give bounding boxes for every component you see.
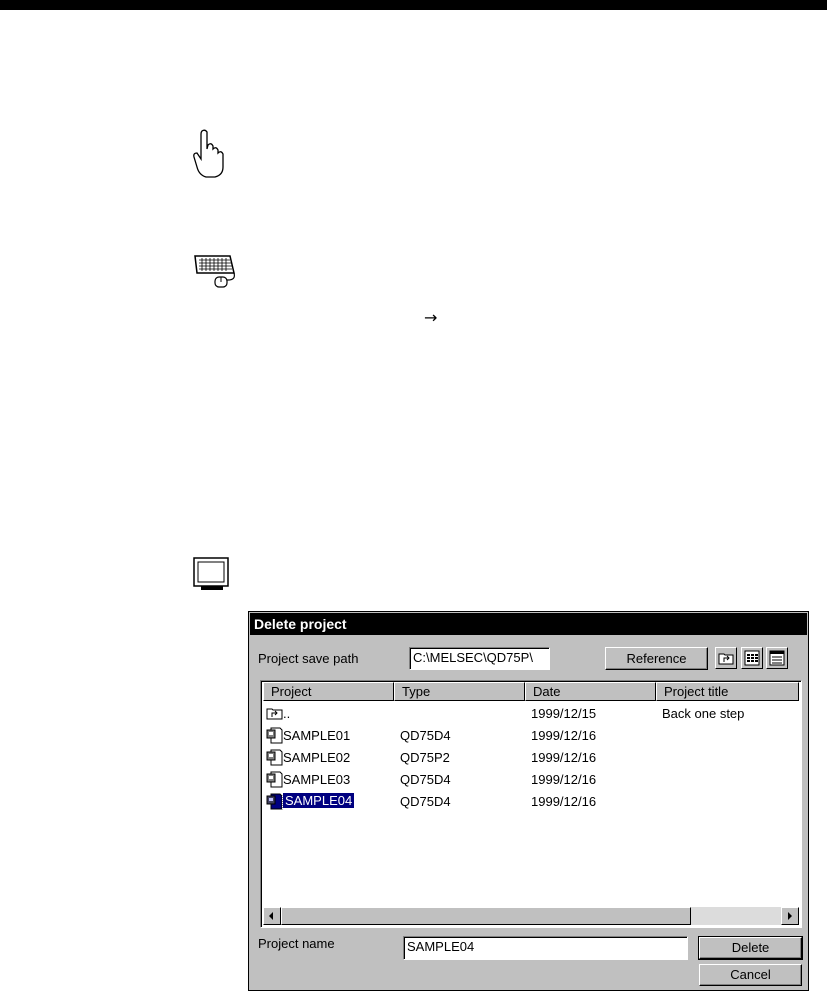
project-save-path-label: Project save path (258, 651, 359, 666)
column-header-date[interactable]: Date (525, 682, 656, 701)
date-cell: 1999/12/16 (531, 794, 597, 809)
project-name-cell: SAMPLE02 (283, 750, 351, 765)
project-name-cell: SAMPLE01 (283, 728, 351, 743)
arrow-right-icon (782, 908, 798, 924)
project-title-cell: Back one step (662, 706, 745, 721)
list-item[interactable] (263, 703, 799, 725)
scroll-thumb[interactable] (281, 907, 691, 925)
scroll-right-button[interactable] (781, 907, 799, 925)
type-cell: QD75D4 (400, 794, 451, 809)
delete-project-dialog (248, 611, 809, 991)
column-header-project-title[interactable]: Project title (656, 682, 799, 701)
reference-button[interactable]: Reference (605, 647, 708, 670)
folder-up-icon (266, 705, 284, 724)
monitor-icon (192, 556, 232, 597)
keyboard-mouse-icon (192, 253, 240, 296)
arrow-glyph: → (424, 308, 438, 327)
list-item[interactable] (263, 769, 799, 791)
project-name-cell: .. (283, 706, 291, 721)
details-view-button[interactable] (766, 647, 788, 669)
project-file-icon (266, 771, 284, 792)
project-name-field[interactable]: SAMPLE04 (403, 936, 688, 960)
dialog-title: Delete project (250, 613, 807, 635)
pointing-hand-icon (191, 129, 231, 186)
list-view-button[interactable] (741, 647, 763, 669)
column-header-project[interactable]: Project (263, 682, 394, 701)
project-file-icon (266, 749, 284, 770)
scroll-left-button[interactable] (263, 907, 281, 925)
date-cell: 1999/12/16 (531, 750, 597, 765)
up-one-level-button[interactable] (715, 647, 737, 669)
column-header-type[interactable]: Type (394, 682, 525, 701)
arrow-left-icon (264, 908, 280, 924)
delete-button[interactable]: Delete (699, 937, 802, 959)
cancel-button[interactable]: Cancel (699, 964, 802, 986)
horizontal-scrollbar[interactable] (263, 907, 799, 925)
top-rule (0, 0, 827, 10)
project-list[interactable] (260, 680, 802, 928)
project-file-icon (266, 727, 284, 748)
date-cell: 1999/12/16 (531, 728, 597, 743)
project-file-icon (266, 793, 284, 814)
type-cell: QD75P2 (400, 750, 450, 765)
list-item[interactable] (263, 725, 799, 747)
project-name-label: Project name (258, 936, 335, 951)
project-save-path-field[interactable]: C:\MELSEC\QD75P\ (409, 647, 550, 670)
project-name-cell: SAMPLE03 (283, 772, 351, 787)
list-item[interactable] (263, 747, 799, 769)
date-cell: 1999/12/16 (531, 772, 597, 787)
list-item-selected[interactable] (263, 791, 799, 813)
date-cell: 1999/12/15 (531, 706, 597, 721)
type-cell: QD75D4 (400, 772, 451, 787)
type-cell: QD75D4 (400, 728, 451, 743)
project-name-cell: SAMPLE04 (285, 793, 353, 808)
